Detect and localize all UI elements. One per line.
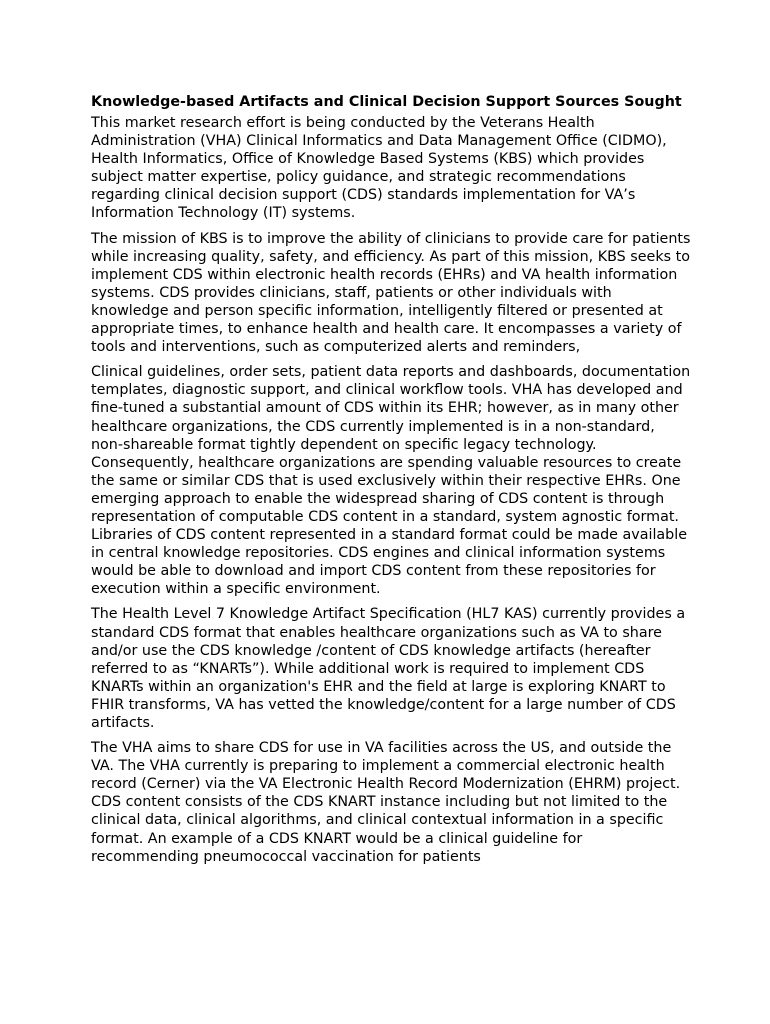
paragraph-hl7-kas: The Health Level 7 Knowledge Artifact Specification (HL7 KAS) currently provides a standard CDS format that enables healthcare organizations such as VA to share and/or use the CDS knowledge /content of CDS knowledge artifacts (hereafter referred to as “KNARTs”). While additional work is required to implement CDS KNARTs within an organization's EHR and the field at large is exploring KNART to FHIR transforms, VA has vetted the knowledge/content for a large number of CDS artifacts. xyxy=(91,606,686,731)
document-title: Knowledge-based Artifacts and Clinical Decision Support Sources Sought xyxy=(91,94,682,110)
paragraph-vha-sharing: The VHA aims to share CDS for use in VA facilities across the US, and outside the VA. The VHA currently is preparing to implement a commercial electronic health record (Cerner) via the VA Electronic Health Record Modernization (EHRM) project. CDS content consists of the CDS KNART instance including but not limited to the clinical data, clinical algorithms, and clinical contextual information in a specific format. An example of a CDS KNART would be a clinical guideline for recommending pneumococcal vaccination for patients xyxy=(91,740,681,865)
paragraph-intro: This market research effort is being conducted by the Veterans Health Administration (VHA) Clinical Informatics and Data Management Office (CIDMO), Health Informatics, Office of Knowledge Based Systems (KBS) which provides subject matter expertise, policy guidance, and strategic recommendations regarding clinical decision support (CDS) standards implementation for VA’s Information Technology (IT) systems. xyxy=(91,115,667,222)
paragraph-mission: The mission of KBS is to improve the ability of clinicians to provide care for patients while increasing quality, safety, and efficiency. As part of this mission, KBS seeks to implement CDS within electronic health records (EHRs) and VA health information systems. CDS provides clinicians, staff, patients or other individuals with knowledge and person specific information, intelligently filtered or presented at appropriate times, to enhance health and health care. It encompasses a variety of tools and interventions, such as computerized alerts and reminders, xyxy=(91,230,691,356)
paragraph-clinical-guidelines: Clinical guidelines, order sets, patient data reports and dashboards, documentation templates, diagnostic support, and clinical workflow tools. VHA has developed and fine-tuned a substantial amount of CDS within its EHR; however, as in many other healthcare organizations, the CDS currently implemented is in a non-standard, non-shareable format tightly dependent on specific legacy technology. Consequently, healthcare organizations are spending valuable resources to create the same or similar CDS that is used exclusively within their respective EHRs. One emerging approach to enable the widespread sharing of CDS content is through representation of computable CDS content in a standard, system agnostic format. Libraries of CDS content represented in a standard format could be made available in central knowledge repositories. CDS engines and clinical information systems would be able to download and import CDS content from these repositories for execution within a specific environment. xyxy=(91,364,691,598)
document-page xyxy=(91,93,691,873)
